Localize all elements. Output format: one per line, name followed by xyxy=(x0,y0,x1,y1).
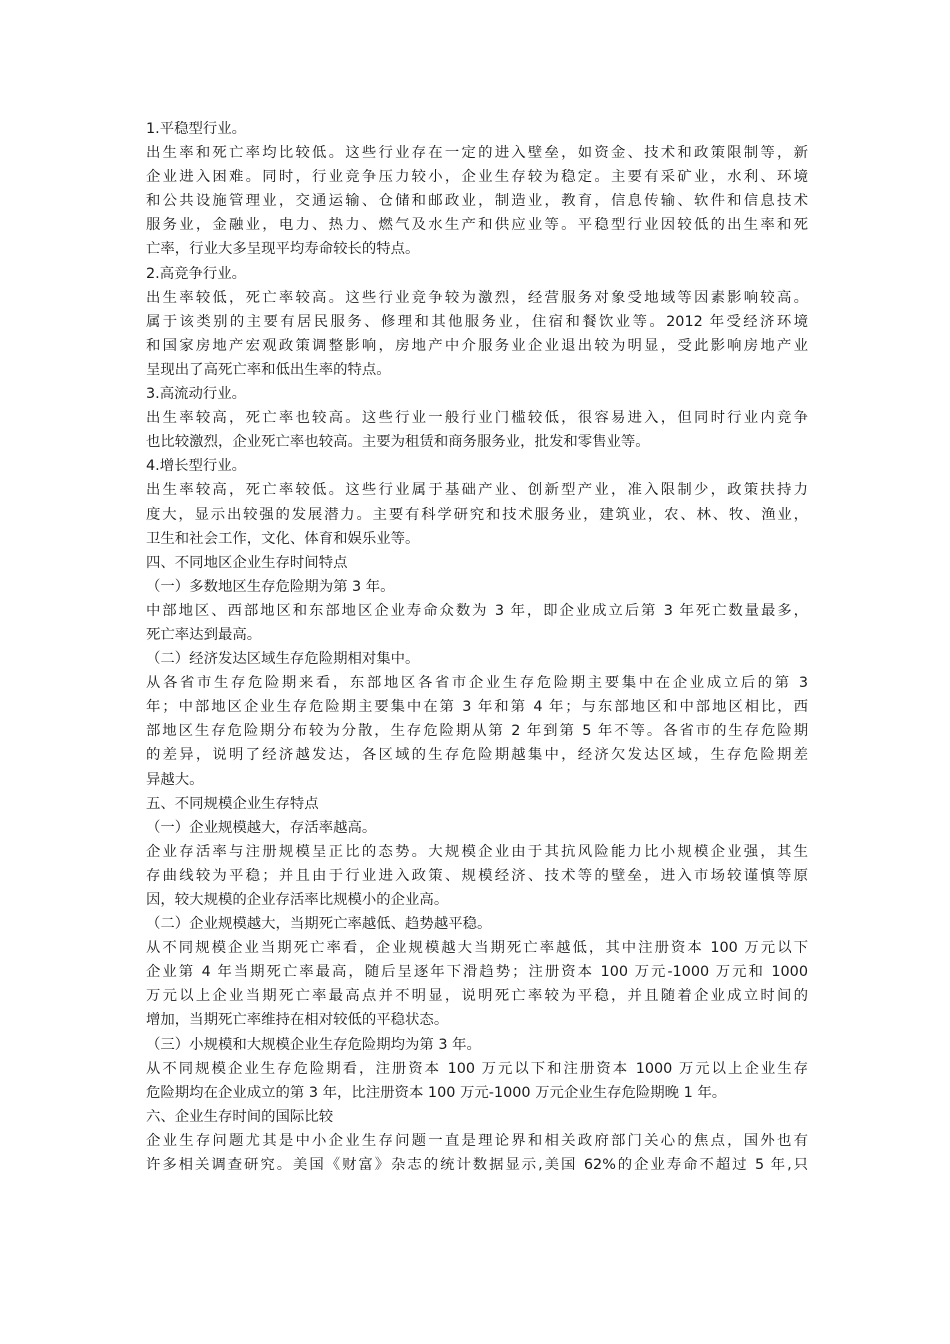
text-line: 出生率较低，死亡率较高。这些行业竞争较为激烈，经营服务对象受地域等因素影响较高。 xyxy=(146,289,808,306)
text-line: 四、不同地区企业生存时间特点 xyxy=(146,554,348,571)
text-line: 和国家房地产宏观政策调整影响，房地产中介服务业企业退出较为明显，受此影响房地产业 xyxy=(146,337,808,354)
text-line: 从不同规模企业当期死亡率看，企业规模越大当期死亡率越低，其中注册资本 100 万元以下 xyxy=(146,940,808,957)
text-line: 企业第 4 年当期死亡率最高，随后呈逐年下滑趋势；注册资本 100 万元-1000 万元和 1000 xyxy=(146,964,808,981)
text-line: 出生率较高，死亡率较低。这些行业属于基础产业、创新型产业，准入限制少，政策扶持力 xyxy=(146,482,808,499)
text-line: 出生率和死亡率均比较低。这些行业存在一定的进入壁垒，如资金、技术和政策限制等，新 xyxy=(146,145,808,162)
text-line: 从不同规模企业生存危险期看，注册资本 100 万元以下和注册资本 1000 万元以上企业生存 xyxy=(146,1060,808,1077)
text-line: 从各省市生存危险期来看，东部地区各省市企业生存危险期主要集中在企业成立后的第 3 xyxy=(146,675,808,692)
text-line: 万元以上企业当期死亡率最高点并不明显，说明死亡率较为平稳，并且随着企业成立时间的 xyxy=(146,988,808,1005)
text-line: 许多相关调查研究。美国《财富》杂志的统计数据显示,美国 62%的企业寿命不超过 5 年,只 xyxy=(146,1157,808,1174)
text-line: 部地区生存危险期分布较为分散，生存危险期从第 2 年到第 5 年不等。各省市的生存危险期 xyxy=(146,723,808,740)
text-line: 增加，当期死亡率维持在相对较低的平稳状态。 xyxy=(146,1012,449,1029)
text-line: 4.增长型行业。 xyxy=(146,458,247,475)
text-line: 五、不同规模企业生存特点 xyxy=(146,795,319,812)
text-line: 死亡率达到最高。 xyxy=(146,626,262,643)
text-line: （二）经济发达区域生存危险期相对集中。 xyxy=(146,651,420,668)
text-line: 中部地区、西部地区和东部地区企业寿命众数为 3 年，即企业成立后第 3 年死亡数量最多， xyxy=(146,602,808,619)
text-line: 卫生和社会工作，文化、体育和娱乐业等。 xyxy=(146,530,420,547)
text-line: 服务业，金融业，电力、热力、燃气及水生产和供应业等。平稳型行业因较低的出生率和死 xyxy=(146,217,808,234)
text-line: 呈现出了高死亡率和低出生率的特点。 xyxy=(146,361,391,378)
text-line: 异越大。 xyxy=(146,771,204,788)
document-page xyxy=(146,117,808,1177)
text-line: 3.高流动行业。 xyxy=(146,386,247,403)
text-line: （一）企业规模越大，存活率越高。 xyxy=(146,819,377,836)
text-line: 属于该类别的主要有居民服务、修理和其他服务业，住宿和餐饮业等。2012 年受经济环境 xyxy=(146,313,808,330)
text-line: 和公共设施管理业，交通运输、仓储和邮政业，制造业，教育，信息传输、软件和信息技术 xyxy=(146,193,808,210)
text-line: 2.高竞争行业。 xyxy=(146,265,247,282)
text-line: （一）多数地区生存危险期为第 3 年。 xyxy=(146,578,395,595)
text-line: 亡率，行业大多呈现平均寿命较长的特点。 xyxy=(146,241,420,258)
text-line: 企业生存问题尤其是中小企业生存问题一直是理论界和相关政府部门关心的焦点，国外也有 xyxy=(146,1132,808,1149)
text-line: （二）企业规模越大，当期死亡率越低、趋势越平稳。 xyxy=(146,916,492,933)
text-line: 危险期均在企业成立的第 3 年，比注册资本 100 万元-1000 万元企业生存危险期晚 1 年。 xyxy=(146,1084,727,1101)
text-line: 企业进入困难。同时，行业竞争压力较小，企业生存较为稳定。主要有采矿业，水利、环境 xyxy=(146,169,808,186)
text-line: （三）小规模和大规模企业生存危险期均为第 3 年。 xyxy=(146,1036,481,1053)
text-line: 年；中部地区企业生存危险期主要集中在第 3 年和第 4 年；与东部地区和中部地区相比，西 xyxy=(146,699,808,716)
text-line: 也比较激烈，企业死亡率也较高。主要为租赁和商务服务业，批发和零售业等。 xyxy=(146,434,650,451)
text-line: 企业存活率与注册规模呈正比的态势。大规模企业由于其抗风险能力比小规模企业强，其生 xyxy=(146,843,808,860)
text-line: 度大，显示出较强的发展潜力。主要有科学研究和技术服务业，建筑业，农、林、牧、渔业， xyxy=(146,506,808,523)
text-line: 出生率较高，死亡率也较高。这些行业一般行业门槛较低，很容易进入，但同时行业内竞争 xyxy=(146,410,808,427)
text-line: 因，较大规模的企业存活率比规模小的企业高。 xyxy=(146,892,449,908)
text-line: 六、企业生存时间的国际比较 xyxy=(146,1108,334,1125)
text-line: 的差异，说明了经济越发达，各区域的生存危险期越集中，经济欠发达区域，生存危险期差 xyxy=(146,747,808,764)
text-line: 1.平稳型行业。 xyxy=(146,121,247,137)
text-line: 存曲线较为平稳；并且由于行业进入政策、规模经济、技术等的壁垒，进入市场较谨慎等原 xyxy=(146,867,808,884)
